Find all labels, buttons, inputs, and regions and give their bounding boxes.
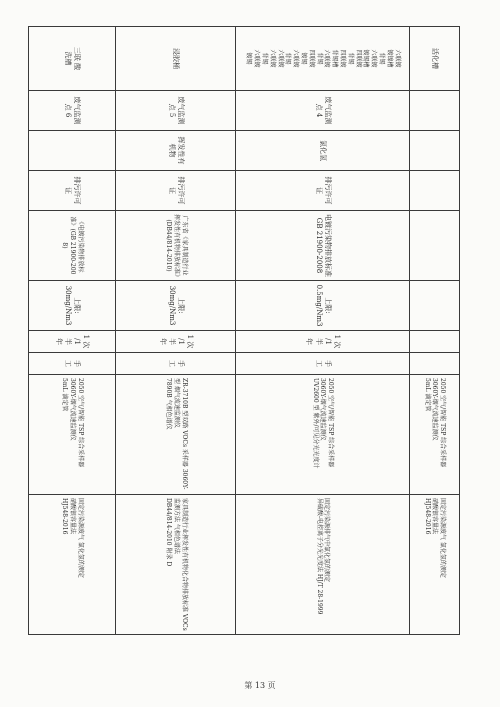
process-cell: 浸胶桶 [116, 27, 236, 91]
pollutant-cell: 氯化氢 [236, 131, 409, 171]
pollutant-cell: 挥发性有 机物 [116, 131, 236, 171]
basis-cell: 排污许可 证 [116, 171, 236, 211]
limit-cell: 上限: 0.5mg/Nm3 [236, 281, 409, 331]
process-cell: 三联 酸 洗槽 [29, 27, 116, 91]
freq-cell: 1 次 /1 半 年 [116, 331, 236, 353]
standard-cell: 电镀污染物排放标准 GB 21900-2008 [236, 211, 409, 281]
basis-cell: 排污许可 证 [236, 171, 409, 211]
sampling-cell: 手 工 [116, 353, 236, 375]
point-cell: 废气监测 点 5 [116, 91, 236, 131]
method-cell: 固定污染源排气中氯化氢的测定 异硫酸-电控离子分光光度法 HJ/T 28-1999 [236, 495, 409, 635]
standard-cell: 《电镀污染物排放标准》(GB 21900-2008) [29, 211, 116, 281]
limit-cell: 上限: 30mg/Nm3 [116, 281, 236, 331]
pollutant-cell [29, 131, 116, 171]
table-row [236, 27, 409, 635]
page-number: 第 13 页 [244, 681, 276, 690]
limit-cell [409, 281, 459, 331]
point-cell: 废气监测 点 4 [236, 91, 409, 131]
limit-cell: 上限: 30mg/Nm3 [29, 281, 116, 331]
sampling-cell: 手 工 [236, 353, 409, 375]
basis-cell [409, 171, 459, 211]
sampling-cell: 手 工 [29, 353, 116, 375]
equipment-cell: ZR-3710B 型双路 VOCs 采样器 3060Y-型 烟气流速监测仪 7890B 气相色谱仪 [116, 375, 236, 495]
freq-cell [409, 331, 459, 353]
process-cell: 六联镀 镀镍槽 背锡 六联镀 镀锡槽 四联镀 背锡 四联镀 背锡槽 六联镀 背锡 四联镀 镀锡 六联镀 背锡 六联镀 六联镀 背锡 六联镀 镀锡 [236, 27, 409, 91]
table-row [409, 27, 459, 635]
freq-cell: 1 次 /1 半 年 [236, 331, 409, 353]
equipment-cell: 2050 空气/智能 TSP 综合采样器 3060Y-烟气流速监测仪 5mL 滴定管 [409, 375, 459, 495]
basis-cell: 排污许可 证 [29, 171, 116, 211]
equipment-cell: 2050 空气/智能 TSP 综合采样器 3060Y-烟气流速监测仪 UV2600 型 紫外/可见分光光度计 [236, 375, 409, 495]
monitoring-table [28, 26, 460, 635]
method-cell: 固定污染源废气 氯化氢的测定 硝酸银容量法 HJ548-2016 [29, 495, 116, 635]
freq-cell: 1 次 /1 半 年 [29, 331, 116, 353]
method-cell: 家具制造行业挥发性有机物化合物排放标准 VOCs 监测方法 气相色谱法 DB44/814-2010 附录 D [116, 495, 236, 635]
table-row [29, 27, 116, 635]
pollutant-cell [409, 131, 459, 171]
rotated-table-container [28, 26, 460, 634]
sampling-cell [409, 353, 459, 375]
table-row [116, 27, 236, 635]
point-cell [409, 91, 459, 131]
process-cell: 活化槽 [409, 27, 459, 91]
equipment-cell: 2050 空气/智能 TSP 综合采样器 3060Y-烟气流速监测仪 5mL 滴定管 [29, 375, 116, 495]
standard-cell [409, 211, 459, 281]
standard-cell: 广东省《家具制造行业挥发性有机物排放标准》(DB44/814-2010) [116, 211, 236, 281]
point-cell: 废气监测 点 6 [29, 91, 116, 131]
method-cell: 固定污染源废气 氯化氢的测定 硝酸银容量法 HJ548-2016 [409, 495, 459, 635]
